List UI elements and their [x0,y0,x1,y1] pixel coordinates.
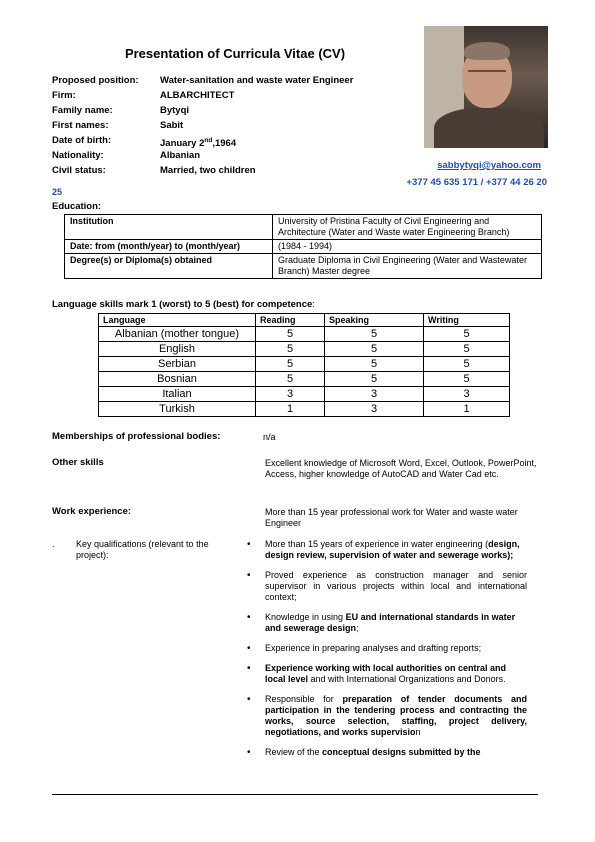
info-value: Bytyqi [160,105,190,116]
info-row-family-name [52,103,410,118]
info-value: Sabit [160,120,184,131]
language-name: Italian [99,387,256,402]
qualification-text: Experience in preparing analyses and drafting reports; [265,643,482,653]
reading-score: 5 [256,342,325,357]
education-key: Date: from (month/year) to (month/year) [65,240,273,254]
phone-numbers: +377 45 635 171 / +377 44 26 20 [406,177,547,188]
language-name: Turkish [99,402,256,417]
list-item [247,643,527,654]
language-table [98,313,510,417]
text-run: More than 15 years of experience in water engineering ( [265,539,489,549]
bullet-icon: • [247,643,251,654]
table-row [99,342,510,357]
writing-score: 5 [424,357,510,372]
personal-info [52,73,410,178]
info-row-first-names [52,118,410,133]
writing-score: 1 [424,402,510,417]
phone-continuation: 25 [52,187,63,197]
education-value: University of Pristina Faculty of Civil Engineering and Architecture (Water and Waste water Engineering Branch) [273,215,542,240]
table-row [99,372,510,387]
column-header: Speaking [325,314,424,327]
bullet-icon: • [247,663,251,674]
memberships-value: n/a [263,432,276,442]
info-label: Nationality: [52,150,104,161]
language-name: Serbian [99,357,256,372]
bullet-icon: • [247,570,251,581]
speaking-score: 3 [325,402,424,417]
writing-score: 3 [424,387,510,402]
reading-score: 1 [256,402,325,417]
qualification-text [265,663,506,684]
text-run: Knowledge in using [265,612,346,622]
column-header: Writing [424,314,510,327]
list-item [247,663,527,685]
education-heading: Education: [52,201,102,212]
language-heading-text: Language skills mark 1 (worst) to 5 (best) for competence [52,299,313,310]
text-run: n [415,727,421,737]
speaking-score: 5 [325,372,424,387]
table-row [65,240,542,254]
list-marker: . [52,539,55,549]
text-run-bold: preparation of tender documents and participation in the tendering process and contracting the works, source selection, staffing, project delivery, negotiations, and works supervisio [265,694,527,737]
profile-photo [424,26,548,148]
speaking-score: 5 [325,357,424,372]
language-heading [52,299,315,310]
education-table [64,214,542,279]
page-bottom-rule [52,794,538,795]
list-item [247,747,527,758]
reading-score: 5 [256,372,325,387]
text-run: Review of the [265,747,323,757]
list-item [247,539,527,561]
writing-score: 5 [424,327,510,342]
text-run: ; [356,623,359,633]
info-value: Married, two children [160,165,256,176]
table-header-row [99,314,510,327]
speaking-score: 3 [325,387,424,402]
page-title: Presentation of Curricula Vitae (CV) [124,46,346,61]
other-skills-label: Other skills [52,457,104,468]
qualification-text: Proved experience as construction manager and senior supervisor in various projects within local and international context; [265,570,527,602]
key-qualifications-text: Key qualifications (relevant to the project): [76,539,209,560]
reading-score: 3 [256,387,325,402]
info-label: Date of birth: [52,135,112,146]
text-run-bold: conceptual designs submitted by the [322,747,481,757]
writing-score: 5 [424,372,510,387]
table-row [65,254,542,279]
info-row-firm [52,88,410,103]
work-experience-label: Work experience: [52,506,132,517]
language-name: Albanian (mother tongue) [99,327,256,342]
column-header: Reading [256,314,325,327]
qualification-text [265,694,527,737]
bullet-icon: • [247,747,251,758]
qualification-text [265,747,481,757]
list-item [247,570,527,603]
reading-score: 5 [256,327,325,342]
table-row [99,357,510,372]
writing-score: 5 [424,342,510,357]
info-row-nationality [52,148,410,163]
text-run-bold: design, design review, supervision of water and sewerage works); [265,539,520,560]
education-key: Degree(s) or Diploma(s) obtained [65,254,273,279]
column-header: Language [99,314,256,327]
info-value: Albanian [160,150,201,161]
info-row-civil-status [52,163,410,178]
dob-day: January 2 [160,138,205,150]
info-value [160,133,410,148]
other-skills-value: Excellent knowledge of Microsoft Word, Excel, Outlook, PowerPoint, Access, higher knowledge of AutoCAD and Water Cad etc. [265,458,537,479]
info-label: Civil status: [52,165,106,176]
memberships-label: Memberships of professional bodies: [52,431,221,442]
language-name: English [99,342,256,357]
text-run-bold: EU and international standards in water and sewerage design [265,612,516,633]
table-row [99,402,510,417]
key-qualifications-list [247,539,527,767]
text-run-bold: Experience working with local authorities on central and local level [265,663,507,684]
language-name: Bosnian [99,372,256,387]
qualification-text [265,612,515,633]
speaking-score: 5 [325,342,424,357]
language-heading-colon: : [312,299,315,310]
key-qualifications-label [52,539,232,561]
info-row-date-of-birth [52,133,410,148]
dob-suffix: nd [204,137,213,144]
table-row [65,215,542,240]
email-link[interactable]: sabbytyqi@yahoo.com [437,160,541,171]
info-value: ALBARCHITECT [160,90,235,101]
info-value: Water-sanitation and waste water Engineer [160,75,354,86]
education-value: (1984 - 1994) [273,240,542,254]
info-label: First names: [52,120,109,131]
info-row-position [52,73,410,88]
table-row [99,387,510,402]
speaking-score: 5 [325,327,424,342]
bullet-icon: • [247,612,251,623]
table-row [99,327,510,342]
list-item [247,612,527,634]
list-item [247,694,527,738]
info-label: Family name: [52,105,113,116]
dob-year: ,1964 [212,138,237,150]
qualification-text [265,539,520,560]
info-label: Firm: [52,90,76,101]
education-key: Institution [65,215,273,240]
reading-score: 5 [256,357,325,372]
bullet-icon: • [247,539,251,550]
text-run: and with International Organizations and Donors. [308,674,506,684]
work-experience-value: More than 15 year professional work for Water and waste water Engineer [265,507,518,528]
info-label: Proposed position: [52,75,139,86]
education-value: Graduate Diploma in Civil Engineering (Water and Wastewater Branch) Master degree [273,254,542,279]
text-run: Responsible for [265,694,343,704]
bullet-icon: • [247,694,251,705]
